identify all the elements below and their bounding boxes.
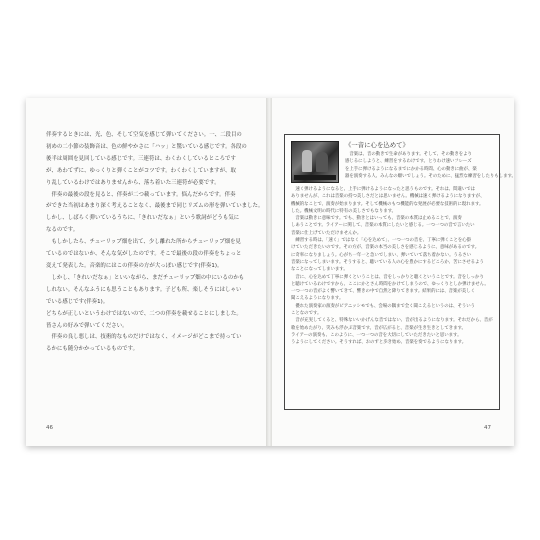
text-line: 初めの二小節の装飾音は、色の鮮やかさに「ハッ」と驚いている感じです。各段の: [46, 143, 247, 150]
text-line: 伴奏するときには、光、色、そして空気を感じて弾いてください。一、二段目の: [46, 132, 242, 138]
text-line: るかにも随分かかっているものです。: [46, 346, 139, 353]
text-line: 変えて発表した。音楽的にはこの伴奏の方が大っぽい感じです(伴奏1)。: [46, 262, 223, 269]
column-title: 《一音に心を込めて》: [345, 141, 409, 149]
column-text-bottom: [291, 186, 495, 347]
text-line: 感じるにしようと、練習をするわけです。とりわけ速いフレーズ: [345, 159, 472, 165]
text-line: 歌を始めたがり、笑みも浮かぶ音楽です。音が広がると、音楽が生き生きとしてきます。: [291, 325, 466, 331]
left-page-number: 46: [46, 425, 53, 431]
text-line: 伴奏の最後の段を見ると、伴奏が二つ載っています。悩んだからです。伴奏: [46, 191, 236, 198]
text-line: ありませんが、これは音楽の持つ美しさだとは思いません。機械は速く弾けるようになりますが、: [291, 194, 485, 200]
text-line: うようにしてください。そうすれば、おのずと歩き始め、音楽を奏でるようになります。: [291, 340, 467, 346]
text-line: ライアーの演奏も、このように、一つ一つの音を大切にしていただきたいと思います。: [291, 332, 462, 338]
column-text-top: [345, 151, 516, 180]
text-line: 機械的なことで、演奏が始まります。そして機械のもつ機能的な発展が必要な技術的に現れます。: [291, 201, 484, 207]
text-line: なるのです。: [46, 227, 79, 234]
text-line: ことなのです。: [291, 311, 322, 317]
text-line: 伴奏の良し悪しは、技術的なものだけではなく、イメージがどこまで持ってい: [46, 334, 242, 341]
text-line: に奇率になりましょう。心がち一年一と急いでしまい、弾いていて落ち着かない。うるさい: [291, 252, 472, 258]
photo-figure: [302, 150, 312, 172]
column-photo: [291, 141, 339, 183]
right-page-number: 47: [484, 425, 491, 431]
text-line: 音が充実してくると、特殊ないいかげんな音ではない、音が出るようになります。それだから、音が: [291, 318, 493, 324]
text-line: 音楽になってしまいます。そうすると、聴いている人の心を豊かにするどころか、苦にさせるよう: [291, 259, 484, 265]
text-line: 聞こえるようになります。: [291, 296, 344, 302]
text-line: しかし、しばらく弾いているうちに、「きれいだなぁ」という歌詞がどうも気に: [46, 215, 240, 222]
text-line: ているのではないか、そんな気がしたのです。そこで最後の段の伴奏をちょっと: [46, 251, 242, 258]
text-line: けていただきたいのです。その方が、音楽の本当の美しさを感じるように、意味があるのです。: [291, 245, 480, 251]
text-line: 優れた演奏家の演奏がピアニッシモでも、会場の隅まで全く聞こえるというのは、そういう: [291, 303, 476, 309]
right-page: [272, 98, 514, 446]
text-line: 音に、心を込めて丁寧に弾くということは、音をしっかりと聴くということです。音をしっかり: [291, 274, 484, 280]
open-book: [26, 98, 514, 446]
text-line: と聴けているわけですから、ここにかとさん時間をかけてしまうので、ゆっくりとしか弾けません。: [291, 281, 489, 287]
text-line: 一つ一つの音がよく響いてきて、響きの中で自然と降りてきます。結果的には、音楽が美しく: [291, 289, 475, 295]
text-line: 速く弾けるようになると、上手に弾けるようになったと思うものです。それは、間違いでは: [291, 187, 476, 192]
left-page: [26, 98, 268, 446]
text-line: り乱しているわけではありませんから、落ち着いた三連符が必要です。: [46, 179, 220, 186]
photo-figure: [316, 152, 328, 172]
left-page-text: [46, 130, 264, 356]
text-line: 音楽に仕上げていただけませんか。: [291, 230, 362, 236]
text-line: なことになってしまいます。: [291, 267, 348, 273]
photo-caption: [294, 175, 336, 180]
text-line: しれない。そんなふうにも思うこともあります。子ども所、楽しそうにはしゃい: [46, 286, 242, 293]
text-line: した。機械文明の時代に特有の美しさでもなります。: [291, 208, 397, 214]
text-line: でいる感じです(伴奏1)。: [46, 298, 109, 305]
text-line: 音楽は動きに意味です。でも、動きとはいっても、音楽の本質は止めることで、演奏: [291, 216, 462, 222]
text-line: 音楽は、音の動きで生命があります。そして、その動きをより: [345, 152, 472, 157]
text-line: ができた当初はあまり深く考えることなく、最後まで同じリズムの形を弾いていました。: [46, 203, 264, 210]
text-line: 器を演奏する人、みんなの願いでしょう。そのために、猛烈な練習をしたりもします。: [345, 173, 516, 179]
text-line: 後半は周囲を見回している感じです。三連符は、わくわくしているところです: [46, 155, 236, 162]
text-line: 皆さんの好みで弾いてください。: [46, 322, 128, 329]
text-line: 練習する時は、「速く」ではなく「心を込めて」、一つ一つの音を、丁寧に弾くことを心掛: [291, 238, 472, 244]
text-line: を上手に弾けるようになるまでにかかる時間、心の動きに曲が、楽: [345, 166, 477, 172]
text-line: しあうことです。ライアーに関して、音楽の本質にしたいと感じる。一つ一つの音で言いたい: [291, 223, 475, 229]
text-line: どちらが正しいというわけではないので、二つの伴奏を載せることにしました。: [46, 310, 242, 317]
column-box: [284, 134, 516, 410]
text-line: が、あわてずに、ゆっくりと弾くことがコツです。わくわくしていますが、取: [46, 167, 236, 174]
text-line: しかし、「きれいだなぁ」といいながら、まだチューリップ畑の中にいるのかも: [46, 274, 245, 281]
text-line: もしかしたら、チューリップ畑を出て、少し離れた所からチューリップ畑を見: [46, 239, 241, 246]
